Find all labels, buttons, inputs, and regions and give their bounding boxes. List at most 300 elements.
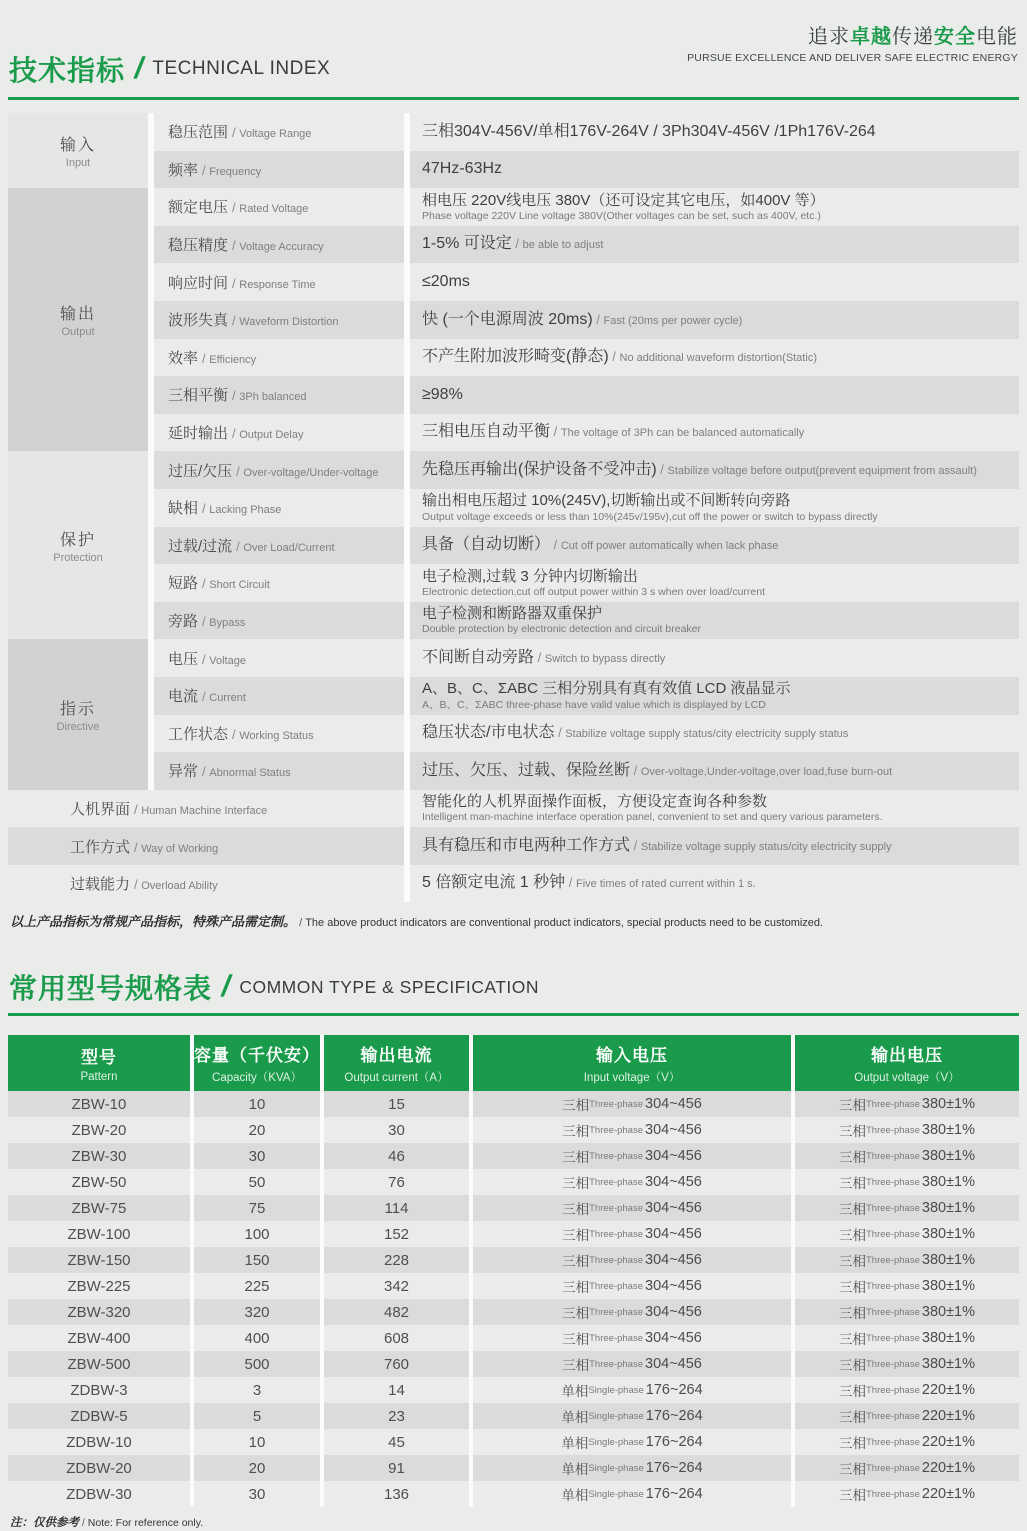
phase-cn: 单相 <box>561 1436 589 1452</box>
row-label <box>154 226 404 264</box>
row-label-cn: 异常 <box>168 763 199 781</box>
phase-cn: 三相 <box>839 1384 866 1400</box>
phase-cn: 三相 <box>839 1306 866 1322</box>
section-title-cn: 技术指标 <box>9 55 126 86</box>
row-value <box>410 564 1019 602</box>
row-label <box>154 564 404 602</box>
row-value-cn: 快 (一个电源周波 20ms) <box>422 310 593 328</box>
row-label-cn: 旁路 <box>168 613 199 631</box>
technical-note <box>10 911 1019 931</box>
phase-en: Three-phase <box>589 1306 643 1318</box>
row-label-cn: 人机界面 <box>70 800 131 818</box>
row-value-en-sub: Phase voltage 220V Line voltage 380V(Other voltages can be set, such as 400V, etc.) <box>422 209 821 222</box>
input-voltage-cell <box>473 1455 791 1481</box>
voltage-range: 380±1% <box>921 1356 975 1373</box>
row-value-cn: 具备（自动切断） <box>422 536 551 554</box>
group-label-en: Directive <box>56 721 100 733</box>
row-value-cn: 先稳压再输出(保护设备不受冲击) <box>422 460 657 478</box>
input-voltage-cell <box>473 1351 791 1377</box>
phase-en: Three-phase <box>866 1150 920 1162</box>
row-value-cn: 相电压 220V线电压 380V（还可设定其它电压，如400V 等） <box>422 191 825 209</box>
row-value <box>410 226 1019 264</box>
input-voltage-cell <box>473 1169 791 1195</box>
row-value-en: / The voltage of 3Ph can be balanced automatically <box>550 427 804 439</box>
group-label-cn: 保护 <box>59 531 96 549</box>
row-value <box>410 151 1019 189</box>
voltage-range: 304~456 <box>645 1096 702 1113</box>
voltage-range: 380±1% <box>921 1174 975 1191</box>
model-cell: ZBW-150 <box>8 1247 190 1273</box>
input-voltage-cell <box>473 1403 791 1429</box>
row-label <box>154 263 404 301</box>
row-value-en: / Five times of rated current within 1 s. <box>565 878 756 890</box>
slogan-part-highlight: 安全 <box>934 26 976 48</box>
phase-cn: 三相 <box>562 1228 590 1244</box>
row-value <box>410 639 1019 677</box>
row-label-cn: 短路 <box>168 575 199 593</box>
column-header-output-voltage <box>795 1035 1019 1091</box>
current-cell: 152 <box>324 1221 469 1247</box>
voltage-range: 380±1% <box>921 1304 975 1321</box>
row-value-en-sub: Output voltage exceeds or less than 10%(245v/195v),cut off the power or switch to bypass directly <box>422 510 878 523</box>
column-header-en: Output voltage（V） <box>854 1072 960 1085</box>
current-cell: 136 <box>324 1481 469 1507</box>
phase-cn: 三相 <box>562 1254 590 1270</box>
voltage-range: 304~456 <box>645 1356 702 1373</box>
phase-en: Three-phase <box>589 1124 643 1136</box>
voltage-range: 176~264 <box>645 1382 703 1399</box>
input-voltage-cell <box>473 1117 791 1143</box>
phase-en: Three-phase <box>589 1332 643 1344</box>
column-header-cn: 输入电压 <box>596 1046 668 1066</box>
row-label <box>154 639 404 677</box>
row-label-cn: 额定电压 <box>168 199 229 217</box>
row-value <box>410 263 1019 301</box>
row-label-cn: 过载/过流 <box>168 537 233 555</box>
current-cell: 76 <box>324 1169 469 1195</box>
reference-note <box>10 1513 1019 1531</box>
model-cell: ZDBW-3 <box>8 1377 190 1403</box>
row-label-en: / Over Load/Current <box>236 542 334 554</box>
output-voltage-cell <box>795 1169 1019 1195</box>
capacity-cell: 10 <box>194 1091 320 1117</box>
output-voltage-cell <box>795 1481 1019 1507</box>
current-cell: 30 <box>324 1117 469 1143</box>
row-label-en: / Rated Voltage <box>232 203 308 215</box>
phase-en: Three-phase <box>866 1280 920 1292</box>
group-cell-input <box>8 113 148 188</box>
row-label <box>8 865 404 903</box>
input-voltage-cell <box>473 1429 791 1455</box>
row-value-cn: 1-5% 可设定 <box>422 235 512 253</box>
row-value <box>410 376 1019 414</box>
row-value <box>410 752 1019 790</box>
phase-en: Three-phase <box>866 1488 920 1500</box>
phase-cn: 三相 <box>562 1098 590 1114</box>
phase-en: Three-phase <box>866 1124 920 1136</box>
phase-cn: 三相 <box>839 1124 866 1140</box>
section-title-cn: 常用型号规格表 <box>9 973 213 1005</box>
voltage-range: 304~456 <box>645 1304 702 1321</box>
row-label-cn: 电流 <box>168 688 199 706</box>
row-label-en: / Frequency <box>202 166 261 178</box>
phase-cn: 三相 <box>562 1332 590 1348</box>
row-value <box>410 451 1019 489</box>
row-value <box>410 865 1019 903</box>
capacity-cell: 400 <box>194 1325 320 1351</box>
row-value-en: / No additional waveform distortion(Static) <box>609 352 817 364</box>
phase-en: Three-phase <box>589 1280 643 1292</box>
row-value <box>410 188 1019 226</box>
phase-cn: 单相 <box>561 1410 589 1426</box>
section-title-en: COMMON TYPE & SPECIFICATION <box>239 976 540 997</box>
row-label-en: / Overload Ability <box>134 880 218 892</box>
voltage-range: 304~456 <box>645 1122 702 1139</box>
group-label-cn: 指示 <box>59 701 96 718</box>
brand-slogan-cn <box>687 20 1018 49</box>
phase-en: Three-phase <box>589 1254 643 1266</box>
column-header-cn: 容量（千伏安） <box>194 1046 320 1066</box>
section-title-en: TECHNICAL INDEX <box>152 58 331 79</box>
row-value-cn: 输出相电压超过 10%(245V),切断输出或不间断转向旁路 <box>422 492 791 510</box>
column-header-input-voltage <box>473 1035 791 1091</box>
phase-en: Three-phase <box>866 1436 920 1448</box>
phase-cn: 三相 <box>839 1150 866 1166</box>
row-label-en: / Working Status <box>232 730 314 742</box>
phase-en: Three-phase <box>589 1150 643 1162</box>
row-value <box>410 602 1019 640</box>
current-cell: 45 <box>324 1429 469 1455</box>
phase-cn: 三相 <box>839 1228 866 1244</box>
capacity-cell: 30 <box>194 1481 320 1507</box>
capacity-cell: 20 <box>194 1117 320 1143</box>
row-label <box>154 188 404 226</box>
green-divider <box>8 1013 1019 1016</box>
model-cell: ZBW-10 <box>8 1091 190 1117</box>
voltage-range: 380±1% <box>921 1330 975 1347</box>
output-voltage-cell <box>795 1195 1019 1221</box>
voltage-range: 220±1% <box>921 1382 975 1399</box>
current-cell: 91 <box>324 1455 469 1481</box>
current-cell: 23 <box>324 1403 469 1429</box>
output-voltage-cell <box>795 1403 1019 1429</box>
phase-en: Three-phase <box>866 1384 920 1396</box>
phase-en: Three-phase <box>866 1462 920 1474</box>
output-voltage-cell <box>795 1247 1019 1273</box>
model-cell: ZDBW-30 <box>8 1481 190 1507</box>
voltage-range: 304~456 <box>645 1174 702 1191</box>
page-header <box>0 0 1027 97</box>
output-voltage-cell <box>795 1455 1019 1481</box>
capacity-cell: 320 <box>194 1299 320 1325</box>
phase-en: Three-phase <box>589 1176 643 1188</box>
row-value <box>410 827 1019 865</box>
phase-cn: 三相 <box>562 1176 590 1192</box>
slogan-part-highlight: 卓越 <box>850 26 892 48</box>
row-label-cn: 缺相 <box>168 500 199 518</box>
phase-en: Three-phase <box>589 1228 643 1240</box>
phase-en: Single-phase <box>588 1410 644 1422</box>
phase-cn: 三相 <box>839 1488 866 1504</box>
row-label-cn: 过载能力 <box>70 876 131 894</box>
row-label <box>154 376 404 414</box>
row-label-en: / Voltage Range <box>232 128 311 140</box>
input-voltage-cell <box>473 1377 791 1403</box>
row-label-cn: 波形失真 <box>168 312 229 330</box>
output-voltage-cell <box>795 1143 1019 1169</box>
row-value-en: / Switch to bypass directly <box>534 653 665 665</box>
capacity-cell: 50 <box>194 1169 320 1195</box>
model-cell: ZBW-30 <box>8 1143 190 1169</box>
row-label <box>154 414 404 452</box>
row-label <box>154 677 404 715</box>
group-label-en: Output <box>61 326 95 339</box>
capacity-cell: 5 <box>194 1403 320 1429</box>
output-voltage-cell <box>795 1221 1019 1247</box>
row-label <box>8 790 404 828</box>
phase-cn: 三相 <box>839 1358 866 1374</box>
phase-cn: 三相 <box>839 1410 866 1426</box>
row-label-cn: 响应时间 <box>168 274 229 292</box>
voltage-range: 176~264 <box>645 1408 703 1425</box>
phase-en: Three-phase <box>589 1358 643 1370</box>
brand-slogan-en: PURSUE EXCELLENCE AND DELIVER SAFE ELECTRIC ENERGY <box>687 52 1018 64</box>
phase-cn: 单相 <box>561 1488 589 1504</box>
row-value-en-sub: Electronic detection,cut off output power within 3 s when over load/current <box>422 585 765 598</box>
column-header-capacity <box>194 1035 320 1091</box>
input-voltage-cell <box>473 1195 791 1221</box>
voltage-range: 380±1% <box>921 1096 975 1113</box>
phase-cn: 三相 <box>839 1176 866 1192</box>
model-cell: ZDBW-5 <box>8 1403 190 1429</box>
phase-cn: 三相 <box>562 1306 590 1322</box>
column-header-en: Output current（A） <box>344 1072 449 1085</box>
current-cell: 760 <box>324 1351 469 1377</box>
row-value <box>410 301 1019 339</box>
column-header-en: Capacity（KVA） <box>212 1072 302 1085</box>
voltage-range: 176~264 <box>645 1434 703 1451</box>
row-label-en: / 3Ph balanced <box>232 391 307 403</box>
model-cell: ZBW-100 <box>8 1221 190 1247</box>
green-divider <box>8 97 1019 100</box>
output-voltage-cell <box>795 1299 1019 1325</box>
section-title-common-type <box>9 967 539 1007</box>
column-header-cn: 输出电压 <box>871 1046 943 1066</box>
voltage-range: 304~456 <box>645 1148 702 1165</box>
row-label-cn: 频率 <box>168 161 199 179</box>
column-header-cn: 型号 <box>81 1048 117 1068</box>
row-label-en: / Way of Working <box>134 843 218 855</box>
phase-cn: 三相 <box>562 1280 590 1296</box>
output-voltage-cell <box>795 1273 1019 1299</box>
column-header-output-current <box>324 1035 469 1091</box>
row-label-en: / Voltage <box>202 655 246 667</box>
current-cell: 114 <box>324 1195 469 1221</box>
column-header-en: Pattern <box>80 1071 118 1084</box>
row-value <box>410 339 1019 377</box>
reference-note-cn: 注：仅供参考 <box>10 1517 79 1530</box>
phase-en: Three-phase <box>866 1332 920 1344</box>
phase-en: Three-phase <box>866 1410 920 1422</box>
voltage-range: 176~264 <box>645 1486 703 1503</box>
phase-en: Three-phase <box>866 1176 920 1188</box>
technical-note-cn: 以上产品指标为常规产品指标，特殊产品需定制。 <box>10 914 297 930</box>
voltage-range: 304~456 <box>645 1200 702 1217</box>
row-value-cn: 具有稳压和市电两种工作方式 <box>422 836 631 854</box>
phase-en: Three-phase <box>866 1254 920 1266</box>
phase-en: Single-phase <box>588 1436 644 1448</box>
row-label <box>154 301 404 339</box>
row-label-en: / Human Machine Interface <box>134 805 267 817</box>
row-value-en: / Fast (20ms per power cycle) <box>593 315 743 327</box>
row-label <box>154 113 404 151</box>
row-value-cn: 智能化的人机界面操作面板，方便设定查询各种参数 <box>422 793 768 811</box>
phase-cn: 单相 <box>561 1384 589 1400</box>
phase-en: Single-phase <box>588 1488 644 1500</box>
row-label <box>154 715 404 753</box>
row-value-cn: 电子检测,过载 3 分钟内切断输出 <box>422 567 638 585</box>
voltage-range: 304~456 <box>645 1330 702 1347</box>
section2-header <box>0 951 1027 1013</box>
row-label-cn: 电压 <box>168 650 199 668</box>
row-label <box>154 602 404 640</box>
slogan-part: 传递 <box>892 26 934 48</box>
phase-en: Single-phase <box>588 1384 644 1396</box>
row-value-cn: 电子检测和断路器双重保护 <box>422 605 603 623</box>
row-value <box>410 489 1019 527</box>
model-cell: ZBW-75 <box>8 1195 190 1221</box>
row-label-en: / Over-voltage/Under-voltage <box>236 467 378 479</box>
row-label <box>154 339 404 377</box>
group-cell-output <box>8 188 148 451</box>
voltage-range: 380±1% <box>921 1148 975 1165</box>
row-label-en: / Response Time <box>232 279 316 291</box>
row-label-en: / Waveform Distortion <box>232 316 338 328</box>
phase-cn: 三相 <box>839 1254 866 1270</box>
voltage-range: 220±1% <box>921 1486 975 1503</box>
phase-en: Three-phase <box>866 1306 920 1318</box>
voltage-range: 304~456 <box>645 1252 702 1269</box>
phase-cn: 三相 <box>562 1124 590 1140</box>
current-cell: 15 <box>324 1091 469 1117</box>
model-cell: ZDBW-20 <box>8 1455 190 1481</box>
row-value-cn: 5 倍额定电流 1 秒钟 <box>422 874 566 892</box>
input-voltage-cell <box>473 1325 791 1351</box>
technical-note-en: / The above product indicators are conventional product indicators, special products need to be customized. <box>296 917 823 929</box>
group-label-en: Input <box>65 157 91 170</box>
row-label-cn: 过压/欠压 <box>168 462 233 480</box>
row-label <box>8 827 404 865</box>
column-header-pattern <box>8 1035 190 1091</box>
brand-slogan <box>687 20 1018 64</box>
model-cell: ZBW-225 <box>8 1273 190 1299</box>
output-voltage-cell <box>795 1325 1019 1351</box>
voltage-range: 220±1% <box>921 1434 975 1451</box>
current-cell: 14 <box>324 1377 469 1403</box>
title-slash: / <box>131 52 147 85</box>
row-value-cn: 稳压状态/市电状态 <box>422 724 555 742</box>
row-label <box>154 489 404 527</box>
group-cell-protection <box>8 451 148 639</box>
input-voltage-cell <box>473 1481 791 1507</box>
model-cell: ZBW-50 <box>8 1169 190 1195</box>
row-value-en: / Stabilize voltage supply status/city electricity supply <box>630 841 892 853</box>
phase-cn: 三相 <box>839 1280 866 1296</box>
capacity-cell: 75 <box>194 1195 320 1221</box>
section-title-technical-index <box>9 49 330 89</box>
phase-cn: 三相 <box>562 1150 590 1166</box>
row-label-cn: 稳压精度 <box>168 237 229 255</box>
model-cell: ZBW-320 <box>8 1299 190 1325</box>
current-cell: 342 <box>324 1273 469 1299</box>
voltage-range: 304~456 <box>645 1226 702 1243</box>
phase-cn: 三相 <box>839 1202 866 1218</box>
row-value-cn: A、B、C、ΣABC 三相分别具有真有效值 LCD 液晶显示 <box>422 680 791 698</box>
column-header-cn: 输出电流 <box>360 1046 433 1066</box>
slogan-part: 电能 <box>976 26 1018 48</box>
row-label-en: / Output Delay <box>232 429 303 441</box>
output-voltage-cell <box>795 1117 1019 1143</box>
row-value <box>410 790 1019 828</box>
phase-cn: 三相 <box>562 1358 590 1374</box>
row-value-en-sub: Double protection by electronic detection and circuit breaker <box>422 623 701 636</box>
row-label-en: / Current <box>202 692 246 704</box>
row-label <box>154 451 404 489</box>
current-cell: 608 <box>324 1325 469 1351</box>
voltage-range: 176~264 <box>645 1460 703 1477</box>
phase-en: Single-phase <box>588 1462 644 1474</box>
row-label-cn: 稳压范围 <box>168 124 229 142</box>
current-cell: 482 <box>324 1299 469 1325</box>
column-header-en: Input voltage（V） <box>583 1072 681 1085</box>
voltage-range: 220±1% <box>921 1408 975 1425</box>
voltage-range: 380±1% <box>921 1278 975 1295</box>
capacity-cell: 500 <box>194 1351 320 1377</box>
row-value-en-sub: Intelligent man-machine interface operation panel, convenient to set and query various parameters. <box>422 811 883 824</box>
row-value-en: / be able to adjust <box>512 239 604 251</box>
row-value-en: / Over-voltage,Under-voltage,over load,fuse burn-out <box>630 766 892 778</box>
input-voltage-cell <box>473 1143 791 1169</box>
phase-cn: 三相 <box>839 1436 866 1452</box>
voltage-range: 380±1% <box>921 1200 975 1217</box>
row-value <box>410 677 1019 715</box>
row-value-cn: 三相电压自动平衡 <box>422 423 551 441</box>
row-label-en: / Bypass <box>202 617 245 629</box>
voltage-range: 380±1% <box>921 1252 975 1269</box>
model-spec-table <box>8 1035 1019 1507</box>
current-cell: 228 <box>324 1247 469 1273</box>
phase-en: Three-phase <box>866 1358 920 1370</box>
group-label-en: Protection <box>53 551 103 564</box>
row-label-en: / Abnormal Status <box>202 767 291 779</box>
input-voltage-cell <box>473 1299 791 1325</box>
capacity-cell: 150 <box>194 1247 320 1273</box>
row-label-cn: 延时输出 <box>168 425 229 443</box>
model-cell: ZBW-500 <box>8 1351 190 1377</box>
row-value-en-sub: A、B、C、ΣABC three-phase have valid value which is displayed by LCD <box>422 698 766 711</box>
phase-cn: 单相 <box>561 1462 589 1478</box>
slogan-part: 追求 <box>808 26 850 48</box>
row-value-en: / Stabilize voltage before output(prevent equipment from assault) <box>657 465 977 477</box>
row-label-en: / Lacking Phase <box>202 504 281 516</box>
phase-en: Three-phase <box>589 1202 643 1214</box>
phase-en: Three-phase <box>589 1098 643 1110</box>
row-label-cn: 工作状态 <box>168 725 229 743</box>
phase-cn: 三相 <box>839 1098 866 1114</box>
row-label-en: / Voltage Accuracy <box>232 241 324 253</box>
row-value-cn: 过压、欠压、过载、保险丝断 <box>422 761 631 779</box>
row-value-cn: 不间断自动旁路 <box>422 648 535 666</box>
